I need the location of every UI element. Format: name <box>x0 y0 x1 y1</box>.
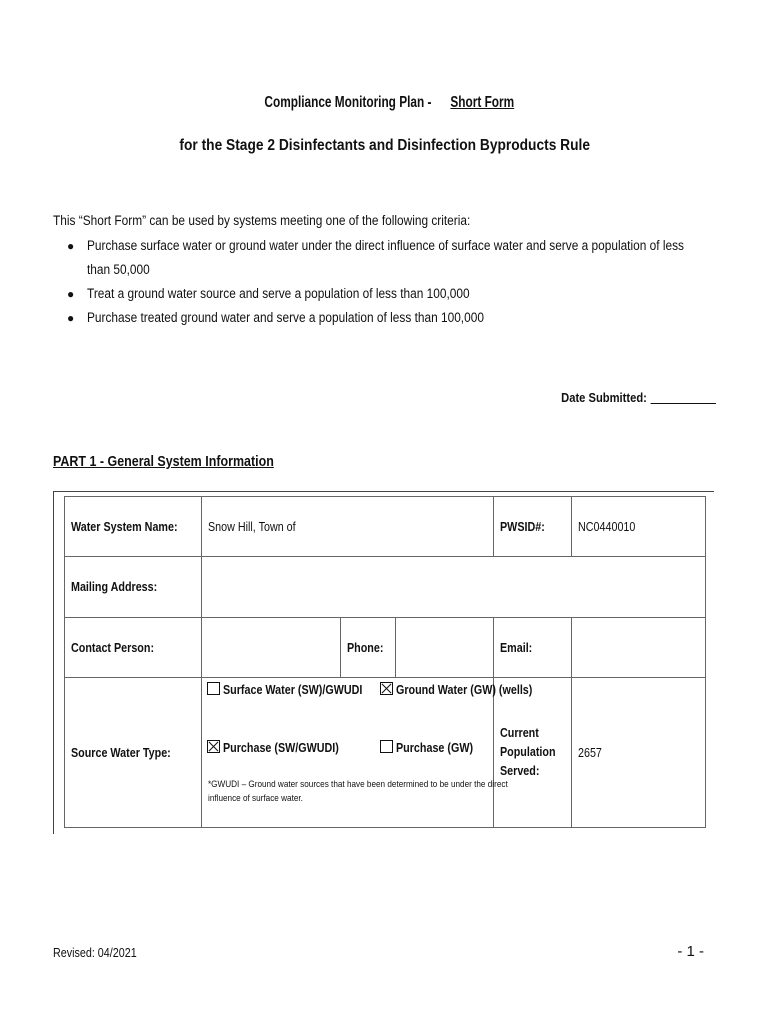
option-label: Purchase (GW) <box>395 741 473 755</box>
row-mailing-address <box>65 557 706 618</box>
system-info-table <box>64 496 706 828</box>
page-subtitle <box>0 137 770 155</box>
contact-person-label: Contact Person: <box>65 618 202 678</box>
email-label: Email: <box>494 618 572 678</box>
row-source-water <box>65 678 706 828</box>
option-label: Surface Water (SW)/GWUDI <box>222 683 363 697</box>
title-prefix: Compliance Monitoring Plan - <box>264 94 432 111</box>
page-number: - 1 - <box>677 943 704 960</box>
option-ground-water[interactable] <box>380 682 555 697</box>
option-label: Ground Water (GW) (wells) <box>395 683 533 697</box>
water-system-name-label: Water System Name: <box>65 497 202 557</box>
date-submitted-label: Date Submitted: <box>561 390 648 405</box>
checkbox-unchecked-icon[interactable] <box>380 740 393 753</box>
footnote-text: *GWUDI – Ground water sources that have been determined to be under the direct influence of surface water. <box>207 779 508 804</box>
gwudi-footnote <box>208 778 538 806</box>
pwsid-label: PWSID#: <box>494 497 572 557</box>
intro-lead: This “Short Form” can be used by systems meeting one of the following criteria: <box>53 213 471 228</box>
date-submitted-field[interactable] <box>651 391 716 404</box>
page-title <box>0 94 770 112</box>
date-submitted-row <box>536 390 716 405</box>
criteria-list <box>53 234 713 330</box>
criteria-item <box>53 306 713 330</box>
checkbox-unchecked-icon[interactable] <box>207 682 220 695</box>
criteria-item <box>53 282 713 306</box>
mailing-address-label: Mailing Address: <box>65 557 202 618</box>
pwsid-field[interactable]: NC0440010 <box>571 497 705 557</box>
title-short-form: Short Form <box>450 94 514 111</box>
bullet-icon: ● <box>67 287 75 301</box>
row-water-system <box>65 497 706 557</box>
part1-heading-text: PART 1 - General System Information <box>53 454 274 470</box>
criteria-text: Purchase surface water or ground water under the direct influence of surface water and serve a population of less than 50,000 <box>87 238 684 277</box>
option-purchase-sw[interactable] <box>207 740 358 755</box>
email-field[interactable] <box>571 618 705 678</box>
intro-section <box>53 213 713 330</box>
phone-field[interactable] <box>396 618 494 678</box>
criteria-text: Purchase treated ground water and serve a population of less than 100,000 <box>87 310 484 325</box>
option-surface-water[interactable] <box>207 682 385 697</box>
mailing-address-field[interactable] <box>201 557 705 618</box>
source-water-type-label: Source Water Type: <box>65 678 202 828</box>
checkbox-checked-icon[interactable] <box>207 740 220 753</box>
row-contact <box>65 618 706 678</box>
option-label: Purchase (SW/GWUDI) <box>222 741 339 755</box>
bullet-icon: ● <box>67 239 75 253</box>
phone-label: Phone: <box>340 618 395 678</box>
revised-date <box>53 946 150 960</box>
part1-heading <box>53 454 310 470</box>
contact-person-field[interactable] <box>201 618 340 678</box>
population-field[interactable]: 2657 <box>571 678 705 828</box>
population-label: Current Population Served: <box>494 678 572 828</box>
criteria-item <box>53 234 713 282</box>
water-system-name-field[interactable]: Snow Hill, Town of <box>201 497 493 557</box>
bullet-icon: ● <box>67 311 75 325</box>
option-purchase-gw[interactable] <box>380 740 486 755</box>
subtitle-text: for the Stage 2 Disinfectants and Disinfection Byproducts Rule <box>179 137 591 154</box>
checkbox-checked-icon[interactable] <box>380 682 393 695</box>
revised-text: Revised: 04/2021 <box>53 946 137 960</box>
criteria-text: Treat a ground water source and serve a population of less than 100,000 <box>87 286 470 301</box>
